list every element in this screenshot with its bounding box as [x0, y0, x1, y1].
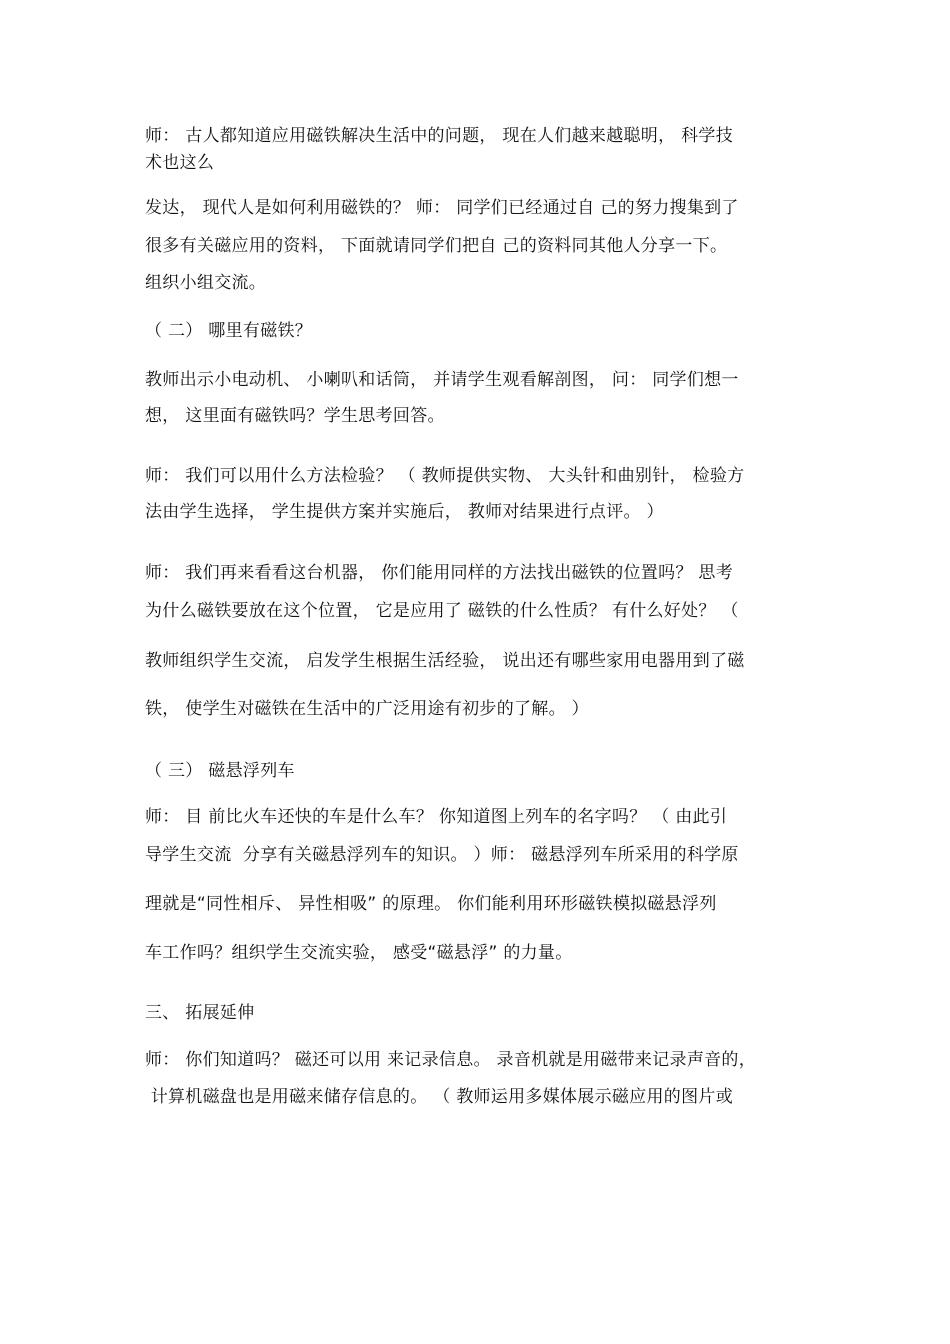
- text-line: 教师组织学生交流， 启发学生根据生活经验， 说出还有哪些家用电器用到了磁: [145, 651, 745, 671]
- text-line: 术也这么: [145, 153, 215, 173]
- text-line: 师： 目 前比火车还快的车是什么车？ 你知道图上列车的名字吗？ （ 由此引: [145, 807, 728, 827]
- text-line: 师： 我们可以用什么方法检验？ （ 教师提供实物、 大头针和曲别针， 检验方: [145, 466, 745, 486]
- text-line: 理就是“同性相斥、 异性相吸” 的原理。 你们能利用环形磁铁模拟磁悬浮列: [145, 894, 717, 914]
- text-line: 教师出示小电动机、 小喇叭和话筒， 并请学生观看解剖图， 问： 同学们想一: [145, 370, 739, 390]
- text-line: 为什么磁铁要放在这个位置， 它是应用了 磁铁的什么性质？ 有什么好处？ （: [145, 601, 739, 621]
- text-line: 发达， 现代人是如何利用磁铁的？ 师： 同学们已经通过自 己的努力搜集到了: [145, 198, 739, 218]
- text-line: 导学生交流 分享有关磁悬浮列车的知识。 ）师： 磁悬浮列车所采用的科学原: [145, 845, 739, 865]
- text-line: 组织小组交流。: [145, 273, 267, 293]
- text-line: 很多有关磁应用的资料， 下面就请同学们把自 己的资料同其他人分享一下。: [145, 236, 728, 256]
- section-heading: 三、 拓展延伸: [145, 1003, 255, 1023]
- text-line: 师： 我们再来看看这台机器， 你们能用同样的方法找出磁铁的位置吗？ 思考: [145, 563, 734, 583]
- section-heading: （ 三） 磁悬浮列车: [145, 761, 295, 781]
- text-line: 师： 你们知道吗？ 磁还可以用 来记录信息。 录音机就是用磁带来记录声音的，: [145, 1050, 757, 1070]
- text-line: 法由学生选择， 学生提供方案并实施后， 教师对结果进行点评。 ）: [145, 502, 664, 522]
- text-line: 铁， 使学生对磁铁在生活中的广泛用途有初步的了解。 ）: [145, 699, 589, 719]
- text-line: 师： 古人都知道应用磁铁解决生活中的问题， 现在人们越来越聪明， 科学技: [145, 126, 734, 146]
- text-line: 计算机磁盘也是用磁来储存信息的。 （ 教师运用多媒体展示磁应用的图片或: [145, 1087, 734, 1107]
- section-heading: （ 二） 哪里有磁铁？: [145, 321, 313, 341]
- text-line: 车工作吗？组织学生交流实验， 感受“磁悬浮” 的力量。: [145, 943, 573, 963]
- text-line: 想， 这里面有磁铁吗？学生思考回答。: [145, 406, 445, 426]
